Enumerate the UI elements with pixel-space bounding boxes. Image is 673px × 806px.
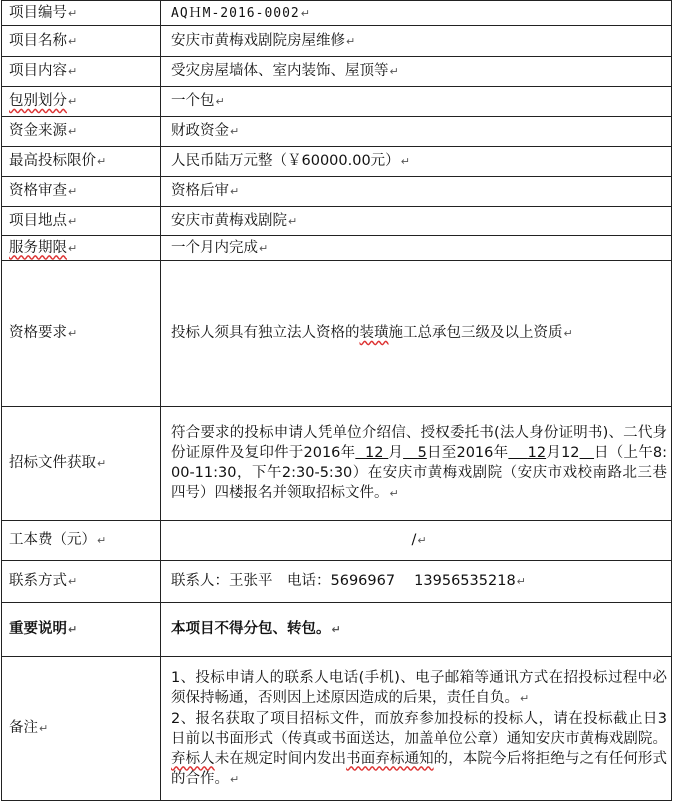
value-text: 联系人：王张平 电话：5696967 13956535218 bbox=[171, 573, 516, 589]
paragraph-mark: ↵ bbox=[230, 125, 240, 138]
value-important bbox=[161, 603, 672, 657]
paragraph-mark: ↵ bbox=[68, 125, 78, 138]
paragraph-mark: ↵ bbox=[215, 95, 225, 108]
paragraph-mark: ↵ bbox=[417, 534, 427, 547]
month-1-value: 12 bbox=[365, 445, 384, 461]
remark-text: 未在规定时间内发出 bbox=[214, 750, 347, 767]
label-important bbox=[2, 603, 161, 657]
label-project-no bbox=[2, 1, 161, 26]
value-text: 资格后审 bbox=[171, 183, 229, 199]
label-text: 资格要求 bbox=[9, 325, 67, 341]
paragraph-mark: ↵ bbox=[259, 241, 269, 255]
label-text: 资格审查 bbox=[9, 183, 67, 199]
value-text: AQＨM-2016-0002 bbox=[171, 5, 300, 21]
paragraph-mark: ↵ bbox=[520, 691, 530, 705]
value-text: 投标人须具有独立法人资格的 bbox=[171, 325, 360, 341]
day-1 bbox=[403, 445, 427, 461]
value-text-flagged: 装璜 bbox=[359, 325, 389, 341]
month-2-value: 12 bbox=[527, 445, 547, 461]
row-qualification-review bbox=[2, 177, 672, 207]
row-remarks bbox=[2, 657, 672, 801]
label-text: 项目名称 bbox=[9, 32, 67, 49]
value-fee bbox=[161, 521, 672, 561]
row-doc-obtain bbox=[2, 407, 672, 521]
label-project-content bbox=[2, 57, 161, 87]
row-package bbox=[2, 87, 672, 117]
paragraph-mark: ↵ bbox=[97, 534, 107, 547]
value-price-limit bbox=[161, 147, 672, 177]
paragraph-mark: ↵ bbox=[68, 327, 78, 340]
paragraph-mark: ↵ bbox=[68, 623, 78, 636]
label-text: 招标文件获取 bbox=[9, 455, 96, 471]
paragraph-mark: ↵ bbox=[346, 34, 356, 48]
label-text: 联系方式 bbox=[9, 573, 67, 589]
value-project-name bbox=[161, 26, 672, 57]
paragraph-mark: ↵ bbox=[300, 6, 310, 20]
value-location bbox=[161, 207, 672, 236]
value-text: 受灾房屋墙体、室内装饰、屋顶等 bbox=[171, 63, 389, 79]
paragraph-mark: ↵ bbox=[68, 575, 78, 588]
paragraph-mark: ↵ bbox=[68, 6, 78, 20]
paragraph-mark: ↵ bbox=[68, 95, 78, 108]
doc-text: 月12 bbox=[546, 445, 580, 461]
day-1-value: 5 bbox=[417, 445, 427, 461]
month-1 bbox=[355, 445, 388, 461]
label-qualification-review bbox=[2, 177, 161, 207]
remark-item-2 bbox=[171, 709, 667, 790]
label-package bbox=[2, 87, 161, 117]
row-price-limit bbox=[2, 147, 672, 177]
label-text: 项目编号 bbox=[9, 4, 67, 21]
label-contact bbox=[2, 561, 161, 603]
value-text: / bbox=[411, 532, 417, 548]
label-requirements bbox=[2, 261, 161, 407]
paragraph-mark: ↵ bbox=[331, 623, 341, 636]
value-funding bbox=[161, 117, 672, 147]
doc-text: 日至2016年 bbox=[426, 445, 509, 461]
label-fee bbox=[2, 521, 161, 561]
remark-text: 的，本院今后将拒绝与之有任何形式的合作。 bbox=[171, 750, 668, 787]
row-important bbox=[2, 603, 672, 657]
doc-text: 日（上午8:00-11:30，下午2:30-5:30）在安庆市黄梅戏剧院（安庆市戏校南路北三巷四号）四楼报名并领取招标文件。 bbox=[171, 445, 668, 501]
paragraph-mark: ↵ bbox=[400, 155, 410, 168]
label-text: 服务期限 bbox=[9, 239, 67, 256]
label-location bbox=[2, 207, 161, 236]
value-text: 施工总承包三级及以上资质 bbox=[388, 325, 563, 341]
remark-item-1 bbox=[171, 668, 667, 709]
paragraph-mark: ↵ bbox=[68, 214, 78, 228]
label-text: 资金来源 bbox=[9, 123, 67, 139]
value-qualification-review bbox=[161, 177, 672, 207]
remark-text: 1、投标申请人的联系人电话(手机)、电子邮箱等通讯方式在招投标过程中必须保持畅通，否则因上述原因造成的后果，责任自负。 bbox=[171, 669, 667, 706]
paragraph-mark: ↵ bbox=[230, 772, 240, 786]
row-project-name bbox=[2, 26, 672, 57]
doc-text: 符合要求的投标申请人凭单位介绍信、授权委托书(法人身份证明书)、二代身份证原件及复印件于2016年 bbox=[171, 425, 667, 461]
value-text: 财政资金 bbox=[171, 123, 229, 139]
label-text: 项目地点 bbox=[9, 212, 67, 229]
value-text: 安庆市黄梅戏剧院 bbox=[171, 212, 287, 229]
value-text: 一个包 bbox=[171, 93, 215, 109]
label-service-period bbox=[2, 236, 161, 261]
row-requirements bbox=[2, 261, 672, 407]
tender-info-table bbox=[1, 0, 672, 801]
month-2 bbox=[508, 445, 546, 461]
paragraph-mark: ↵ bbox=[230, 185, 240, 198]
label-remarks bbox=[2, 657, 161, 801]
paragraph-mark: ↵ bbox=[97, 457, 107, 470]
label-text: 最高投标限价 bbox=[9, 153, 96, 169]
doc-text: 月 bbox=[388, 445, 404, 461]
paragraph-mark: ↵ bbox=[68, 241, 78, 255]
value-text: 人民币陆万元整（￥60000.00元） bbox=[171, 153, 400, 169]
paragraph-mark: ↵ bbox=[563, 327, 573, 340]
value-service-period bbox=[161, 236, 672, 261]
value-remarks bbox=[161, 657, 672, 801]
paragraph-mark: ↵ bbox=[389, 487, 399, 500]
row-project-no bbox=[2, 1, 672, 26]
value-project-no bbox=[161, 1, 672, 26]
value-contact bbox=[161, 561, 672, 603]
paragraph-mark: ↵ bbox=[389, 65, 399, 78]
value-text: 一个月内完成 bbox=[171, 239, 258, 256]
remark-text: 2、报名获取了项目招标文件，而放弃参加投标的投标人，请在投标截止日3日前以书面形式（传真或书面送达，加盖单位公章）通知安庆市黄梅戏剧院。 bbox=[171, 710, 667, 747]
label-funding bbox=[2, 117, 161, 147]
label-doc-obtain bbox=[2, 407, 161, 521]
paragraph-mark: ↵ bbox=[68, 185, 78, 198]
label-price-limit bbox=[2, 147, 161, 177]
row-service-period bbox=[2, 236, 672, 261]
label-project-name bbox=[2, 26, 161, 57]
row-fee bbox=[2, 521, 672, 561]
paragraph-mark: ↵ bbox=[516, 575, 526, 588]
value-requirements bbox=[161, 261, 672, 407]
value-project-content bbox=[161, 57, 672, 87]
row-project-content bbox=[2, 57, 672, 87]
remark-text-flagged: 弃标人 bbox=[171, 750, 215, 767]
paragraph-mark: ↵ bbox=[288, 214, 298, 228]
row-contact bbox=[2, 561, 672, 603]
value-text: 安庆市黄梅戏剧院房屋维修 bbox=[171, 32, 345, 49]
value-text: 本项目不得分包、转包。 bbox=[171, 621, 331, 637]
label-text: 备注 bbox=[9, 720, 38, 736]
label-text: 包别划分 bbox=[9, 93, 67, 109]
label-text: 工本费（元） bbox=[9, 532, 96, 548]
paragraph-mark: ↵ bbox=[68, 34, 78, 48]
value-doc-obtain bbox=[161, 407, 672, 521]
row-location bbox=[2, 207, 672, 236]
paragraph-mark: ↵ bbox=[39, 722, 49, 735]
paragraph-mark: ↵ bbox=[97, 155, 107, 168]
value-package bbox=[161, 87, 672, 117]
label-text: 项目内容 bbox=[9, 63, 67, 79]
remark-text-flagged: 书面弃标通知 bbox=[346, 750, 434, 767]
row-funding bbox=[2, 117, 672, 147]
day-2-blank bbox=[580, 445, 595, 461]
paragraph-mark: ↵ bbox=[68, 65, 78, 78]
label-text: 重要说明 bbox=[9, 621, 67, 637]
